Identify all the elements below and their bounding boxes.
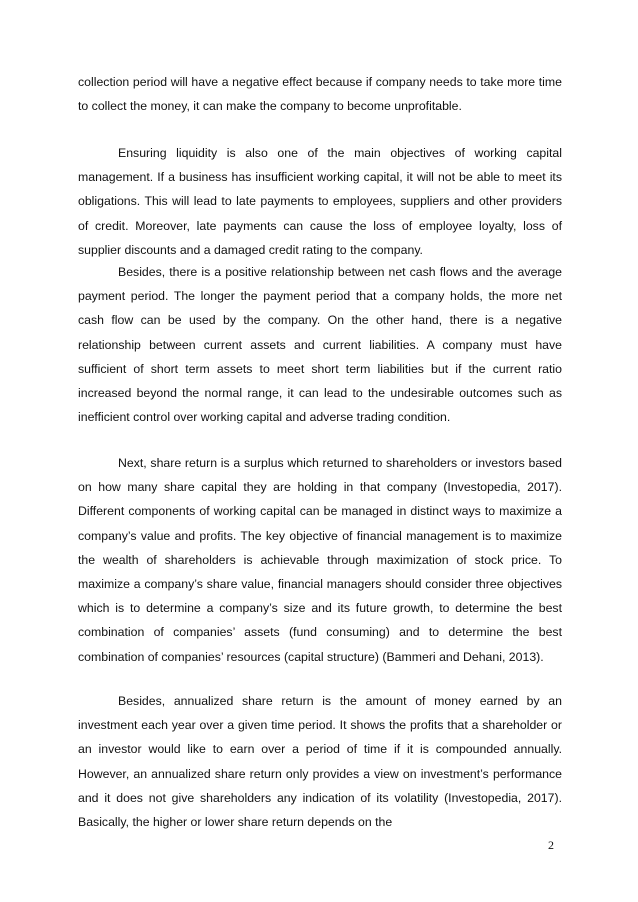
paragraph-liquidity: Ensuring liquidity is also one of the main objectives of working capital management. If a business has insufficient working capital, it will not be able to meet its obligations. This will lead to late payments to employees, suppliers and other providers of credit. Moreover, late payments can cause the loss of employee loyalty, loss of supplier discounts and a damaged credit rating to the company. (78, 146, 562, 257)
paragraph-annualized-return: Besides, annualized share return is the amount of money earned by an investment each year over a given time period. It shows the profits that a shareholder or an investor would like to earn over a period of time if it is compounded annually. However, an annualized share return only provides a view on investment’s performance and it does not give shareholders any indication of its volatility (Investopedia, 2017). Basically, the higher or lower share return depends on the (78, 694, 562, 830)
paragraph-share-return: Next, share return is a surplus which returned to shareholders or investors based on how many share capital they are holding in that company (Investopedia, 2017). Different components of working capital can be managed in distinct ways to maximize a company’s value and profits. The key objective of financial management is to maximize the wealth of shareholders is achievable through maximization of stock price. To maximize a company’s share value, financial managers should consider three objectives which is to determine a company’s size and its future growth, to determine the best combination of companies’ assets (fund consuming) and to determine the best combination of companies’ resources (capital structure) (Bammeri and Dehani, 2013). (78, 456, 562, 664)
paragraph-cash-flows: Besides, there is a positive relationship between net cash flows and the average payment period. The longer the payment period that a company holds, the more net cash flow can be used by the company. On the other hand, there is a negative relationship between current assets and current liabilities. A company must have sufficient of short term assets to meet short term liabilities but if the current ratio increased beyond the normal range, it can lead to the undesirable outcomes such as inefficient control over working capital and adverse trading condition. (78, 265, 562, 425)
page-number: 2 (548, 838, 554, 852)
paragraph-continuation: collection period will have a negative effect because if company needs to take more time to collect the money, it can make the company to become unprofitable. (78, 75, 562, 114)
